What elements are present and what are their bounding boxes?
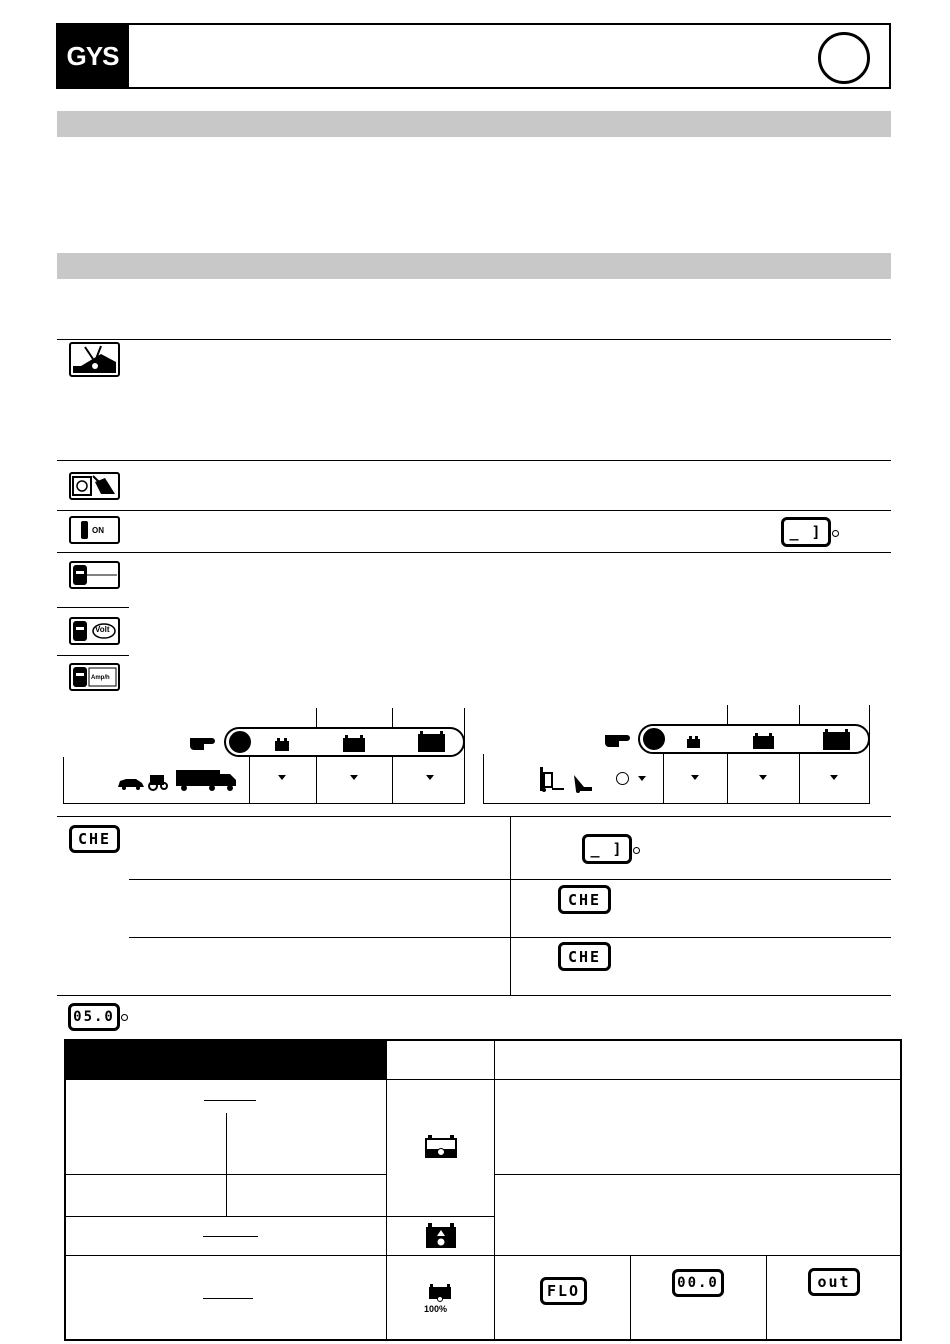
table-divider <box>766 1255 767 1341</box>
selector-knob-left[interactable] <box>227 729 253 755</box>
volt-button-icon <box>69 617 120 645</box>
dropdown-arrow-icon <box>426 775 434 780</box>
table-rule <box>64 1216 494 1217</box>
battery-full-icon <box>428 1283 452 1302</box>
rule <box>57 510 891 511</box>
rule <box>57 995 891 996</box>
indicator-dot <box>633 847 640 854</box>
lcd-text: 05.0 <box>73 1009 115 1025</box>
dropdown-arrow-icon <box>759 775 767 780</box>
battery-small-icon <box>687 739 700 748</box>
rule <box>57 607 129 608</box>
lcd-blank-display <box>781 517 831 547</box>
rule <box>57 339 891 340</box>
rule <box>129 879 891 880</box>
underline-mark <box>203 1236 258 1237</box>
clock-icon <box>616 772 629 785</box>
battery-charging-full-icon <box>425 1222 457 1249</box>
language-circle <box>818 32 870 84</box>
battery-medium-icon <box>753 736 774 749</box>
logo-text: GYS <box>66 40 119 71</box>
lcd-text: out <box>817 1273 851 1291</box>
dropdown-arrow-icon <box>638 776 646 781</box>
mains-plug-icon <box>69 472 120 500</box>
amph-button-icon <box>69 663 120 691</box>
underline-mark <box>204 1100 256 1101</box>
table-rule <box>494 1174 902 1175</box>
rule <box>57 816 891 817</box>
lcd-text: CHE <box>77 830 112 848</box>
indicator-dot <box>832 530 839 537</box>
table-divider <box>630 1255 631 1341</box>
out-display <box>808 1268 860 1296</box>
rule <box>57 552 891 553</box>
connect-clamps-icon <box>69 342 120 377</box>
power-on-icon <box>69 516 120 544</box>
column-divider <box>510 816 511 995</box>
industrial-vehicles-icon <box>536 765 596 793</box>
selector-knob-right[interactable] <box>641 726 667 752</box>
panel-divider <box>249 757 250 804</box>
dropdown-arrow-icon <box>278 775 286 780</box>
table-rule <box>64 1255 902 1256</box>
full-charge-label: 100% <box>424 1304 448 1314</box>
che-display <box>558 885 611 914</box>
pointing-hand-icon <box>188 733 220 751</box>
underline-mark <box>203 1298 253 1299</box>
table-divider <box>386 1039 387 1341</box>
section-bar-1 <box>57 111 891 137</box>
switch-icon <box>81 521 88 539</box>
battery-medium-icon <box>343 738 365 752</box>
status-table <box>64 1039 902 1341</box>
table-divider <box>494 1039 495 1341</box>
section-bar-2 <box>57 253 891 279</box>
battery-large-icon <box>823 732 850 750</box>
table-divider <box>226 1113 227 1216</box>
zero-display <box>672 1269 724 1297</box>
rule <box>57 655 129 656</box>
battery-large-icon <box>418 734 445 752</box>
gys-logo <box>56 23 129 89</box>
table-rule <box>64 1174 386 1175</box>
rule <box>129 937 891 938</box>
table-rule <box>64 1079 902 1080</box>
battery-small-icon <box>275 741 289 751</box>
float-display <box>540 1277 587 1305</box>
voltage-display <box>68 1003 120 1031</box>
indicator-dot <box>121 1014 128 1021</box>
vehicles-icon <box>116 767 238 791</box>
lcd-text: FLO <box>546 1282 581 1300</box>
lcd-text: _ ] <box>590 840 624 858</box>
amph-label: Amp/h <box>91 675 110 681</box>
on-label: ON <box>92 525 104 535</box>
che-icon-display <box>69 825 120 853</box>
panel-divider <box>663 754 664 804</box>
lcd-text: 00.0 <box>677 1275 719 1291</box>
lcd-text: CHE <box>567 947 602 966</box>
dropdown-arrow-icon <box>830 775 838 780</box>
lcd-text: CHE <box>567 890 602 909</box>
press-button-icon <box>69 561 120 589</box>
che-display <box>558 942 611 971</box>
volt-label: Volt <box>95 625 110 634</box>
header-frame <box>56 23 891 89</box>
dropdown-arrow-icon <box>691 775 699 780</box>
battery-charging-icon <box>425 1133 457 1159</box>
dropdown-arrow-icon <box>350 775 358 780</box>
lcd-text: _ ] <box>789 523 823 541</box>
lcd-blank-display <box>582 834 632 864</box>
rule <box>57 460 891 461</box>
pointing-hand-icon <box>603 730 635 748</box>
